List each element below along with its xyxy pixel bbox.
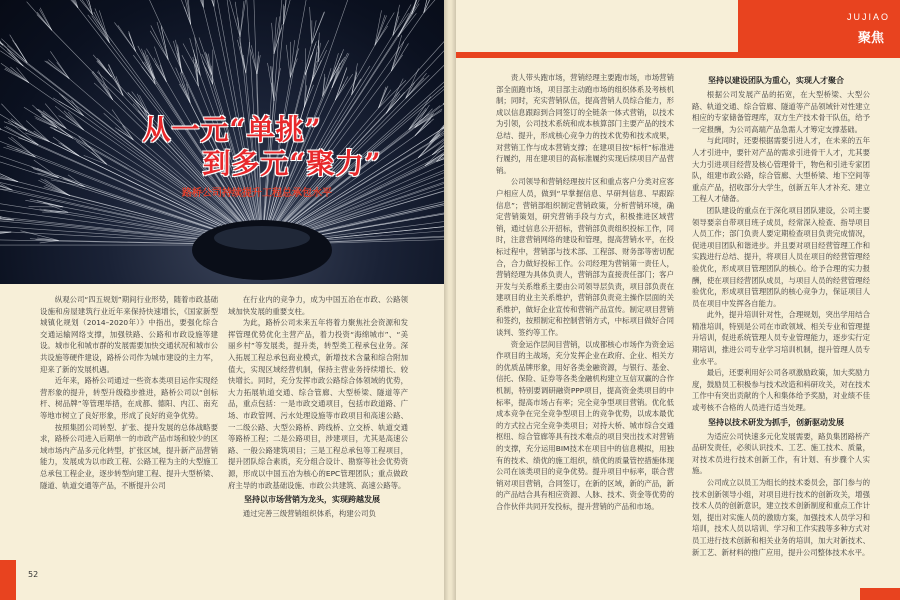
body-paragraph: 与此同时，还要根据需要引进人才，在未来的五年人才引进中，要针对产品的需求引进骨干人才，尤其要大力引进项目经营及核心管理骨干，物色和引进专家团队，组建市政公路，综合管廊、大型桥梁、地下空间等重点产品，招收部分大学生，创新五年人才补充、建立工程人才储备。 [692, 136, 870, 204]
right-column-2 [692, 72, 870, 558]
left-column-2 [228, 294, 408, 520]
body-paragraph: 在行业内的竞争力，成为中国五冶在市政、公路领域加快发展的重要支柱。 [228, 295, 408, 316]
page-number: 52 [28, 570, 39, 579]
section-heading: 坚持以技术研发为抓手，创新驱动发展 [708, 417, 844, 427]
page-corner-accent-right [860, 588, 900, 600]
body-paragraph: 公司领导和营销经理按片区和重点客户分类对应客户相应人员，做到“早掌握信息、早研判信息、早跟踪信息”；营销部组织制定营销政策，分析营销环境，确定营销策划，研究营销手段与方式，积极推进区域营销，通过信息公开招标，营销部负责组织投标工作，同时，注意营销网络的建设和管理，提高营销水平，在投标过程中，营销部与技术部、工程部、财务部等密切配合，合力做好投标工作。公司经理为营销第一责任人，营销经理为具体负责人，营销部为直接责任部门；客户开发与关系维系主要由公司领导层负责，项目部负责在建项目的业主关系维护，营销部负责竞主操作层面的关系维护，做好企业宣传和营销产品宣传。制定项目营销和签约，按照制定和控制营销方式，中标项目做好合同谈判、签约等工作。 [496, 177, 674, 338]
article-title-line-2: 到多元“聚力” [202, 147, 382, 180]
body-paragraph: 近年来，路桥公司通过一些资本类项目运作实现经营形象的提升，转型升级稳步推进，路桥公司以“创标杆、树品牌”等管理举措，在成都、德阳、内江、南充等地市树立了良好形象，形成了良好的竞争优势。 [40, 376, 218, 420]
body-paragraph: 最后，还要利用好公司各项激励政策，加大奖励力度，鼓励员工积极参与技术改造和科研攻关，对在技术工作中有突出贡献的个人和集体给予奖励，对业绩不佳或考核不合格的人员进行适当处理。 [692, 368, 870, 413]
left-column-1 [40, 294, 218, 491]
right-column-1 [496, 72, 674, 513]
page-gutter [444, 0, 456, 600]
left-page [0, 0, 444, 600]
body-paragraph: 责人带头跑市场，营销经理主要跑市场，市场营销部全面跑市场，项目部主动跑市场的组织体系及考核机制；同时，充实营销队伍，提高营销人员综合能力，形成以信息跟踪到合同签订的全链条一体式营销，以技术为引领，公司技术系统和成本核算部门主要产品的技术总结、提升，形成核心竞争力的技术优势和技术成果，对营销工作与成本营销支撑；在建项目按“标杆”标准进行履约，用在建项目的高标准履约实现后续项目产品营销。 [496, 73, 674, 175]
section-header [738, 0, 900, 58]
article-subtitle: 路桥公司持续提升工程总承包水平 [182, 188, 332, 199]
right-page [456, 0, 900, 600]
hero-image [0, 0, 444, 284]
body-paragraph: 纵观公司“四五规划”期间行业形势，随着市政基础设施和房屋建筑行业近年来保持快速增长，《国家新型城镇化规划（2014–2020年）》中指出，要强化综合交通运输网络支撑，加强铁路、公路和市政设施等建设。城市化和城市群的发展需要加快交通状况和城市公共设施等硬件建设，路桥公司作为城市建设的主力军，迎来了新的发展机遇。 [40, 295, 218, 374]
page-corner-accent [0, 560, 16, 600]
body-paragraph: 为此，路桥公司未来五年将着力聚焦社会资源和发挥管理优势优化主营产品，着力投资“海绵城市”、“美丽乡村”等发展类，提升类，转型类工程承包业务。深入拓展工程总承包商业模式，新增技术含量和综合附加值大，实现区域经营机制，保持主营业务持续增长、较快增长。同时，充分发挥市政公路综合体领域的优势，大力拓展轨道交通、综合管廊、大型桥梁、隧道等产品，重点包括：一是市政交通项目，包括市政道路、广场、市政管网、污水处理设施等市政项目和高速公路、一二级公路、大型公路桥、跨线桥、立交桥、轨道交通等路桥工程；二是公路项目，涉建项目，尤其是高速公路、一般公路建筑项目；三是工程总承包等工程项目，提升团队综合素质，充分组合设计、勘察等社会优势资源，形成以中国五冶为核心的EPC管理团队；重点做政府主导的市政基础设施、市政公共建筑、高速公路等。 [228, 318, 408, 490]
body-paragraph: 团队建设的重点在于深化项目团队建设，公司主要领导要亲自带项目班子成员，经常深入检查、指导项目人员工作；部门负责人要定期检查项目负责完成情况，促进项目团队和谐进步。并且要对项目经营管理工作和实践进行总结、提升，将项目人员在项目的经营管理经验优化，形成项目管理团队的核心。给予合理的实力报酬，使在项目经营团队成员，与项目人员的经营管理经验优化，形成项目管理团队的核心竞争力，保证项目人员在项目中发挥各自能力。 [692, 205, 870, 308]
section-header-zh: 聚焦 [857, 31, 884, 46]
body-paragraph: 公司成立以员工为组长的技术委员会，部门参与的技术创新领导小组，对项目进行技术的创新攻关，增强技术人员的创新意识，建立技术创新制度和重点工作计划，提出对实施人员的激励方案，加强技术人员学习和培训，技术人员以培训、学习和工作实践等多种方式对员工进行技术创新和相关业务的培训，加大对新技术、新工艺、新材料的推广应用，提升公司整体技术水平。 [692, 478, 870, 557]
body-paragraph: 此外，提升培训针对性，合理规划，突出学用结合精准培训，特别是公司在市政领域、相关专业和管理提升培训，促进系统管理人员专业管理能力，逐步实行定期培训，推进公司专业学习培训机制，提升管理人员专业水平。 [692, 310, 870, 366]
body-paragraph: 为适应公司快速多元化发展需要，路负集团路桥产品研发责任，必须认识技术、工艺、施工技术、质量，对技术员进行技术创新工作，有计划、有步骤个人实施。 [692, 431, 870, 476]
body-paragraph: 根据公司发展产品的拓宽，在大型桥梁、大型公路、轨道交通、综合管廊、隧道等产品领域针对性建立相应的专家储备管理库，双方生产技术骨干队伍，给予一定报酬，为公司高端产品急需人才筹定支撑基础。 [692, 90, 870, 134]
section-heading: 坚持以市场营销为龙头，实现跨越发展 [244, 495, 380, 505]
article-title-line-1: 从一元“单挑” [142, 113, 322, 146]
section-header-en: JUJIAO [846, 12, 890, 22]
section-heading: 坚持以建设团队为重心，实现人才聚合 [708, 76, 844, 85]
header-rule [456, 52, 738, 58]
body-paragraph: 通过完善三级营销组织体系，构建公司负 [242, 509, 376, 519]
dandelion-core [214, 226, 310, 250]
body-paragraph: 按照集团公司转型、扩张、提升发展的总体战略要求，路桥公司进入后期单一的市政产品市场和较少的区域市场内产品多元化转型，扩张区域，提升新产品营销能力，发展成为以市政工程、公路工程为主的大型施工总承包工程企业，逐步转型向建工程、提升大型桥梁、隧道、轨道交通等产品，不断提升公司 [40, 422, 218, 490]
body-paragraph: 资金运作层间目营销，以成都核心市场作为资金运作项目的主战场，充分发挥企业在政府、企业、相关方的优质品牌形象，用好各类金融资源，与银行、基金、信托、保险、证券等各类金融机构建立互信双赢的合作机制，特别要调研融资PPP项目，提高资金类项目的中标率，提高市场占有率；完全竞争型项目营销。优化低成本竞争在完全竞争型项目上的竞争优势，以成本最优的方式拉占完全竞争类项目；对持大桥、城市综合交通枢纽、综合管廊等具有技术难点的项目突出技术对营销的支撑，充分运用BIM技术在项目中的信息模拟，用独有的技术、绩优的施工组织，绩优的质量管控措施体现公司在该类项目的竞争优势。提升项目中标率，联合营销对项目营销，合同签订，在新的区域，新的产品，新的产品结合具有相应资源、人脉、技术、资金等优势的合作伙伴共同开发投标，提升营销的产品和市场。 [496, 339, 674, 511]
